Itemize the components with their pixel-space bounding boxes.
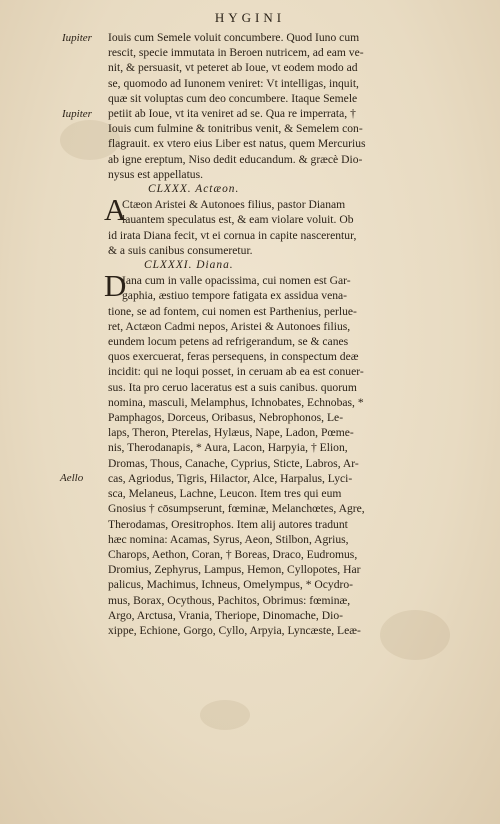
text-line: Charops, Aethon, Coran, † Boreas, Draco, Eudromus, — [108, 547, 358, 561]
text-line: incidit: qui ne loqui posset, in ceruam ab ea est conuer- — [108, 365, 364, 379]
text-line: se, quomodo ad Iunonem veniret: Vt intelligas, inquit, — [108, 76, 359, 90]
text-line: sca, Melaneus, Lachne, Leucon. Item tres qui eum — [108, 487, 342, 501]
text-line: Iouis cum Semele voluit concumbere. Quod Iuno cum — [108, 31, 360, 44]
text-line: Gnosius † cōsumpserunt, fœminæ, Melanchœtes, Agre, — [108, 502, 365, 516]
drop-cap: D — [104, 268, 127, 304]
text-line: nis, Therodanapis, * Aura, Lacon, Harpyia, † Elion, — [108, 441, 348, 455]
main-text — [104, 30, 448, 638]
text-line: & a suis canibus consumeretur. — [108, 243, 253, 257]
margin-note-aello: Aello — [60, 472, 84, 484]
text-line-content: Iana cum in valle opacissima, cui nomen est Gar- — [122, 274, 351, 288]
text-line: Dromas, Thous, Canache, Cyprius, Sticte, Labros, Ar- — [108, 456, 359, 470]
text-line: gaphia, æstiuo tempore fatigata ex assidua vena- — [122, 289, 348, 303]
running-head: HYGINI — [214, 10, 286, 25]
text-line: petiit ab Ioue, vt ita veniret ad se. Qua re imperrata, † — [108, 107, 356, 121]
text-line-content: Ctæon Aristei & Autonoes filius, pastor Dianam — [122, 198, 346, 212]
text-line: lauantem speculatus est, & eam violare voluit. Ob — [122, 213, 354, 227]
text-line: nomina, masculi, Melamphus, Ichnobates, Echnobas, * — [108, 395, 364, 409]
text-line: nit, & persuasit, vt peteret ab Ioue, vt eodem modo ad — [108, 61, 358, 75]
text-line: quæ sit voluptas cum deo concumbere. Itaque Semele — [108, 91, 358, 105]
text-line: laps, Theron, Pterelas, Hylæus, Nape, Ladon, Pœme- — [108, 426, 354, 440]
text-line: hæc nomina: Acamas, Syrus, Aeon, Stilbon, Agrius, — [108, 532, 349, 546]
text-line: sus. Ita pro ceruo laceratus est a suis canibus. quorum — [108, 380, 357, 394]
text-line: rescit, specie immutata in Beroen nutricem, ad eam ve- — [108, 46, 364, 60]
margin-note-iupiter: Iupiter — [62, 108, 92, 120]
text-line: cas, Agriodus, Tigris, Hilactor, Alce, Harpalus, Lyci- — [108, 471, 353, 485]
text-line: Iouis cum fulmine & tonitribus venit, & Semelem con- — [108, 122, 363, 136]
section-heading-diana: CLXXXI. Diana. — [144, 259, 234, 272]
text-line: Therodamas, Oresitrophos. Item alij autores tradunt — [108, 517, 348, 531]
section-heading-actaeon: CLXXX. Actæon. — [148, 183, 240, 196]
text-line: xippe, Echione, Gorgo, Cyllo, Arpyia, Lyncæste, Leæ- — [108, 623, 361, 637]
paper-stain — [200, 700, 250, 730]
text-line: tione, se ad fontem, cui nomen est Parthenius, perlue- — [108, 304, 357, 318]
text-line: Dromius, Zephyrus, Lampus, Hemon, Cyllopotes, Har — [108, 563, 361, 577]
text-line: palicus, Machimus, Ichneus, Omelympus, * Ocydro- — [108, 578, 354, 592]
drop-cap: A — [104, 192, 127, 228]
text-line: nysus est appellatus. — [108, 167, 203, 181]
text-line: mus, Borax, Ocythous, Pachitos, Obrimus: fœminæ, — [108, 593, 351, 607]
margin-note-iupiter: Iupiter — [62, 32, 92, 44]
text-line: Pamphagos, Dorceus, Oribasus, Nebrophonos, Le- — [108, 411, 344, 425]
text-line: flagrauit. ex vtero eius Liber est natus, quem Mercurius — [108, 137, 366, 151]
text-line: id irata Diana fecit, vt ei cornua in capite nascerentur, — [108, 228, 357, 242]
text-line: Argo, Arctusa, Vrania, Theriope, Dinomache, Dio- — [108, 608, 343, 622]
text-line: quos exercuerat, feras persequens, in conspectum deæ — [108, 350, 359, 364]
text-line: ab igne ereptum, Niso dedit educandum. & græcè Dio- — [108, 152, 363, 166]
text-line: eundem locum petens ad refrigerandum, se & canes — [108, 335, 349, 349]
text-line: ret, Actæon Cadmi nepos, Aristei & Autonoes filius, — [108, 319, 351, 333]
